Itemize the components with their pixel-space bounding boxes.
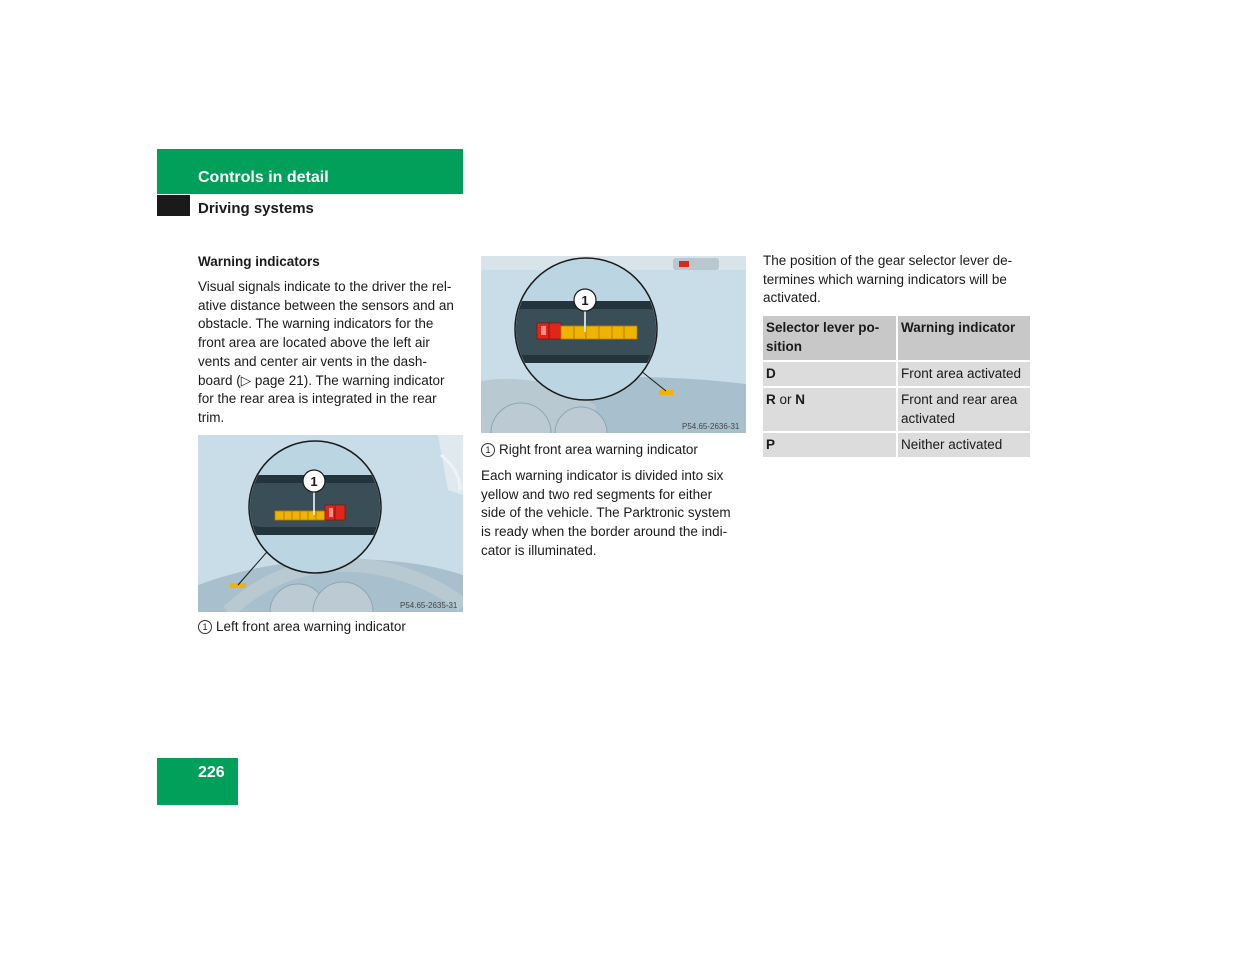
col2-paragraph <box>481 467 749 561</box>
text-line: termines which warning indicators will be <box>763 271 1007 287</box>
left-indicator-illustration <box>198 435 463 612</box>
table-cell-indicator <box>897 387 1030 432</box>
position-or: or <box>775 392 796 407</box>
text-line: Visual signals indicate to the driver the rel- <box>198 279 452 294</box>
table-row <box>763 432 1030 458</box>
text-line: The position of the gear selector lever de- <box>763 253 1013 268</box>
table-cell-position <box>763 432 897 458</box>
caption-text: Left front area warning indicator <box>216 619 406 634</box>
text-line: for the rear area is integrated in the rear <box>198 391 437 407</box>
right-indicator-illustration <box>481 256 746 433</box>
indicator-value: Neither activated <box>901 437 1003 452</box>
header-line: Warning indicator <box>901 320 1016 335</box>
position-value: P <box>766 437 776 452</box>
table-row <box>763 361 1030 387</box>
right-figure-caption <box>481 441 698 459</box>
text-line: vents and center air vents in the dash- <box>198 353 427 369</box>
text-line: ative distance between the sensors and an <box>198 297 454 313</box>
table-header-cell <box>763 316 897 361</box>
figure-code: P54.65-2636-31 <box>682 422 740 431</box>
header-line: sition <box>766 339 802 354</box>
table-cell-position <box>763 361 897 387</box>
figure-marker-1: 1 <box>581 293 589 308</box>
text-line: is ready when the border around the indi- <box>481 524 728 540</box>
text-line: Each warning indicator is divided into six <box>481 468 724 483</box>
text-line: board (▷ page 21). The warning indicator <box>198 372 445 388</box>
text-line: obstacle. The warning indicators for the <box>198 316 434 332</box>
subsection-marker <box>157 195 190 216</box>
text-line: front area are located above the left air <box>198 335 430 351</box>
right-indicator-figure <box>481 256 746 433</box>
position-value: N <box>795 392 806 407</box>
col3-paragraph <box>763 252 1033 308</box>
warning-indicators-heading: Warning indicators <box>198 254 320 269</box>
col1-paragraph <box>198 278 466 428</box>
table-cell-indicator <box>897 432 1030 458</box>
table-row <box>763 387 1030 432</box>
table-header-row <box>763 316 1030 361</box>
figure-marker-1: 1 <box>310 474 318 489</box>
table-cell-indicator <box>897 361 1030 387</box>
caption-number: 1 <box>481 443 495 457</box>
indicator-value: Front and rear area <box>901 392 1018 407</box>
selector-lever-table <box>763 316 1030 459</box>
table-header-cell <box>897 316 1030 361</box>
subsection-title: Driving systems <box>198 200 314 217</box>
text-line: yellow and two red segments for either <box>481 486 713 502</box>
section-title: Controls in detail <box>198 169 329 186</box>
text-line: trim. <box>198 409 225 425</box>
text-line: cator is illuminated. <box>481 542 597 558</box>
selector-table-wrapper <box>763 316 1030 459</box>
caption-number: 1 <box>198 620 212 634</box>
indicator-value: Front area activated <box>901 366 1022 381</box>
header-line: Selector lever po- <box>766 320 880 335</box>
indicator-value: activated <box>901 411 956 426</box>
position-value: D <box>766 366 776 381</box>
left-indicator-figure <box>198 435 463 612</box>
caption-text: Right front area warning indicator <box>499 442 698 457</box>
position-value: R <box>766 392 776 407</box>
text-line: activated. <box>763 290 821 306</box>
left-figure-caption <box>198 618 406 636</box>
table-cell-position <box>763 387 897 432</box>
page-number: 226 <box>198 764 225 781</box>
figure-code: P54.65-2635-31 <box>400 601 458 610</box>
text-line: side of the vehicle. The Parktronic system <box>481 505 731 521</box>
